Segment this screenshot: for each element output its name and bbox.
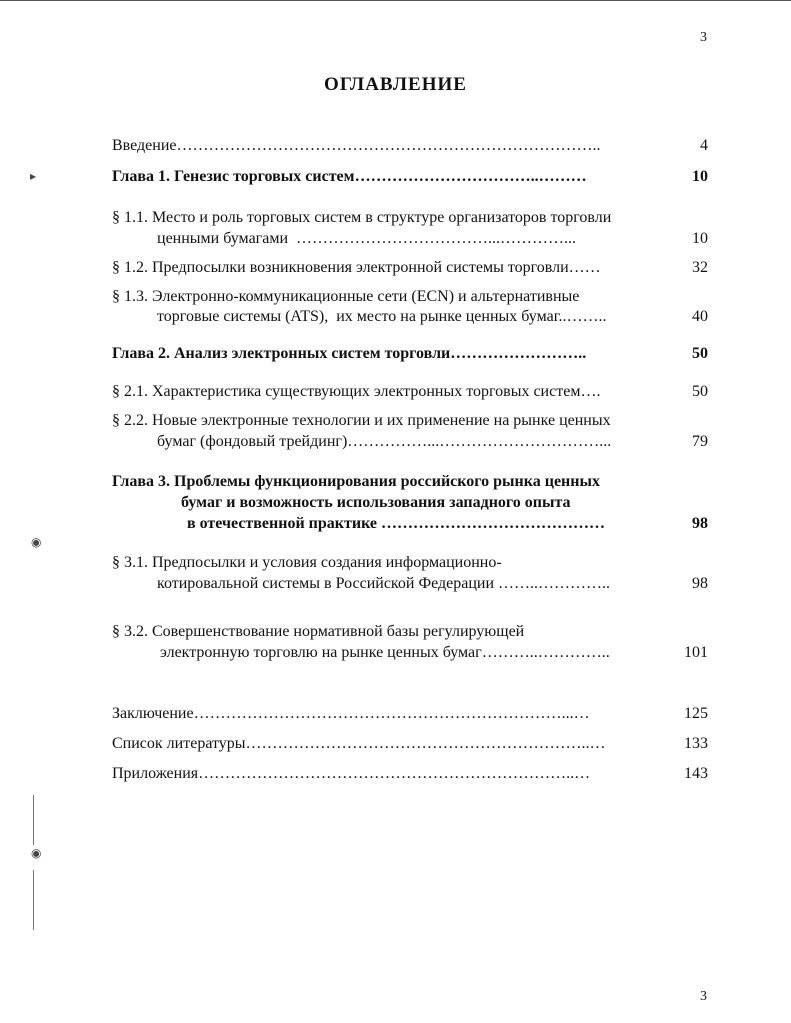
toc-label-line-1: § 1.1. Место и роль торговых систем в структуре организаторов торговли xyxy=(112,209,612,226)
toc-page-number: 50 xyxy=(692,345,708,362)
toc-leader-dots: ..…….. xyxy=(558,308,607,325)
toc-label: § 1.2. Предпосылки возникновения электронной системы торговли xyxy=(112,259,569,276)
toc-leader-dots: ………………………………...…………... xyxy=(296,230,577,247)
toc-leader-dots: …………………………………………………………………….. xyxy=(176,137,601,154)
scan-bullet-icon: ◉ xyxy=(31,535,42,549)
toc-page-number: 98 xyxy=(692,515,708,532)
toc-page-number: 79 xyxy=(692,433,708,450)
page-title: ОГЛАВЛЕНИЕ xyxy=(324,74,467,95)
toc-label-line-1: § 3.2. Совершенствование нормативной базы регулирующей xyxy=(112,623,525,640)
scan-top-border xyxy=(0,0,791,1)
toc-page-number: 143 xyxy=(684,765,708,782)
toc-label-line-2: торговые системы (ATS), их место на рынке ценных бумаг xyxy=(157,308,559,325)
toc-label-line-3: в отечественной практике xyxy=(187,515,378,532)
page-number-top: 3 xyxy=(700,30,707,45)
toc-label: Заключение xyxy=(112,705,194,722)
toc-leader-dots: ……………………………………………………………..… xyxy=(198,765,591,782)
toc-page-number: 125 xyxy=(684,705,708,722)
toc-label: Приложения xyxy=(112,765,199,782)
toc-label: Глава 2. Анализ электронных систем торговли xyxy=(112,345,451,362)
toc-leader-dots: …. xyxy=(580,383,601,400)
toc-leader-dots: …………………………………… xyxy=(381,515,606,532)
toc-page-number: 98 xyxy=(692,575,708,592)
toc-leader-dots: ……………………………………………………………...… xyxy=(193,705,590,722)
toc-label-line-2: бумаг (фондовый трейдинг) xyxy=(157,433,348,450)
toc-leader-dots: …… xyxy=(568,259,601,276)
toc-leader-dots: ………..………….. xyxy=(481,644,610,661)
toc-label-line-2: ценными бумагами xyxy=(157,230,289,247)
toc-label-line-2: бумаг и возможность использования западного опыта xyxy=(181,494,571,511)
toc-label-line-2: электронную торговлю на рынке ценных бумаг xyxy=(160,644,482,661)
toc-label-line-1: § 2.2. Новые электронные технологии и их применение на рынке ценных xyxy=(112,412,611,429)
toc-leader-dots: ………………………………………………………..… xyxy=(245,735,606,752)
toc-page-number: 40 xyxy=(692,308,708,325)
scan-margin-line xyxy=(33,870,34,930)
toc-label-line-1: § 1.3. Электронно-коммуникационные сети (ECN) и альтернативные xyxy=(112,288,580,305)
toc-page-number: 133 xyxy=(684,735,708,752)
toc-page-number: 101 xyxy=(684,644,708,661)
toc-leader-dots: ……………...…………………………... xyxy=(347,433,612,450)
toc-page-number: 4 xyxy=(700,137,708,154)
scan-margin-line xyxy=(33,795,34,845)
scan-bullet-icon: ◉ xyxy=(31,846,42,860)
toc-label: Список литературы xyxy=(112,735,246,752)
toc-label-line-1: § 3.1. Предпосылки и условия создания информационно- xyxy=(112,554,502,571)
page-number-bottom: 3 xyxy=(700,989,707,1004)
toc-page-number: 32 xyxy=(692,259,708,276)
toc-leader-dots: ……………………………..……… xyxy=(354,168,587,185)
toc-page-number: 10 xyxy=(692,230,708,247)
toc-label: Введение xyxy=(112,137,177,154)
toc-page-number: 10 xyxy=(692,168,708,185)
toc-label: § 2.1. Характеристика существующих электронных торговых систем xyxy=(112,383,581,400)
toc-page-number: 50 xyxy=(692,383,708,400)
toc-leader-dots: …………………….. xyxy=(450,345,587,362)
scan-marker-icon: ▸ xyxy=(30,169,37,183)
toc-leader-dots: ……..………….. xyxy=(498,575,610,592)
toc-label-line-2: котировальной системы в Российской Федерации xyxy=(157,575,494,592)
toc-label-line-1: Глава 3. Проблемы функционирования российского рынка ценных xyxy=(112,473,600,490)
toc-label: Глава 1. Генезис торговых систем xyxy=(112,168,355,185)
